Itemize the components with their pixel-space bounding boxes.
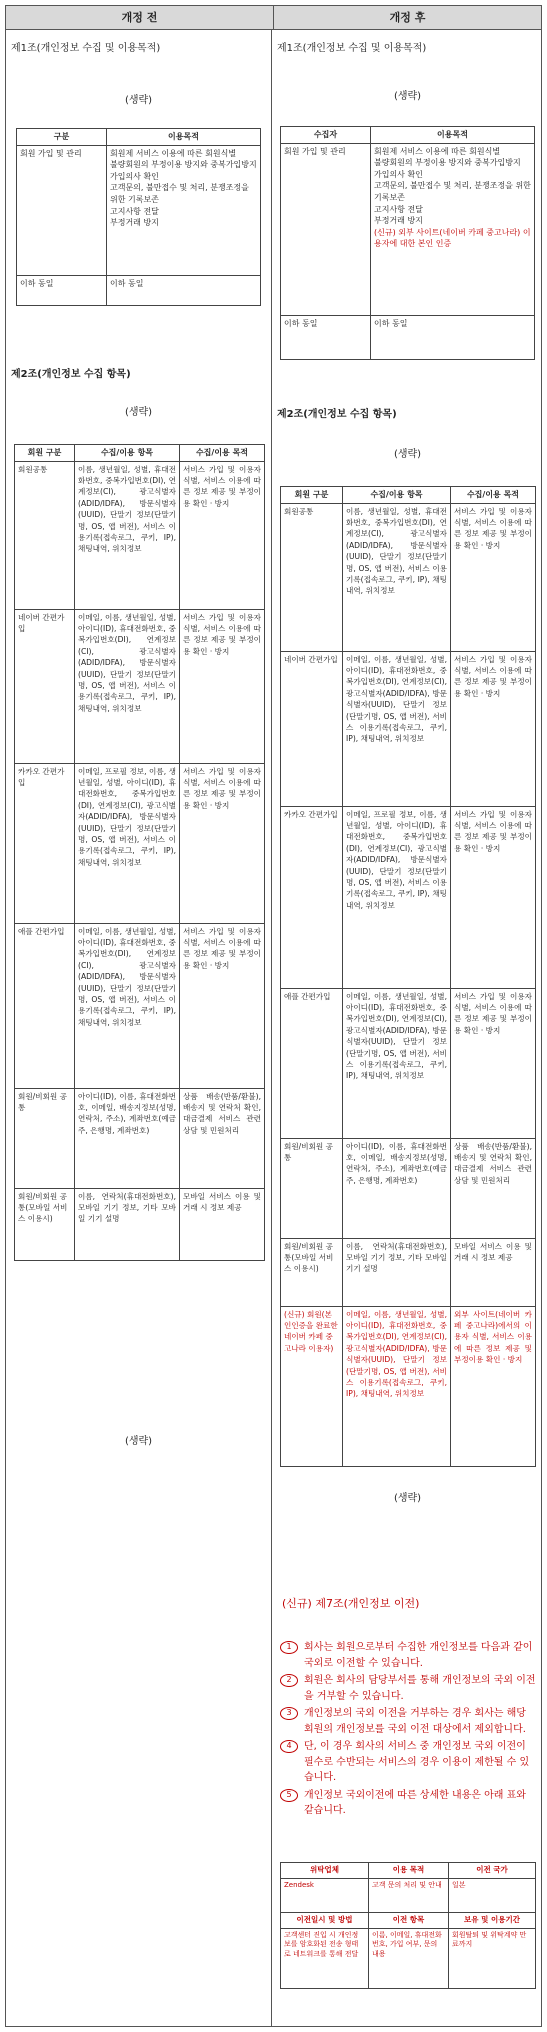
- table-cell: 회원탈퇴 및 위탁계약 만료까지: [449, 1928, 536, 1988]
- table-cell: 카카오 간편가입: [15, 763, 75, 923]
- table-cell: 이메일, 프로필 정보, 이름, 생년월일, 성별, 아이디(ID), 휴대전화번호, 중복가입번호(DI), 연계정보(CI), 광고식별자(ADID/IDFA), 방문식별자(UUID), 단말기 정보(단말기명, OS, 앱 버전), 서비스 이용기록(접속로그, 쿠키, IP), 채팅내역, 위치정보: [75, 763, 180, 923]
- table-row: [17, 275, 261, 305]
- comparison-table: [5, 5, 542, 2027]
- list-item: [280, 1739, 538, 1786]
- table-cell: 아이디(ID), 이름, 휴대전화번호, 이메일, 배송지정보(성명, 연락처, 주소), 계좌번호(예금주, 은행명, 계좌번호): [343, 1138, 451, 1238]
- purpose-line: 불량회원의 부정이용 방지와 중복가입방지: [110, 160, 257, 170]
- list-item-text: 회원은 회사의 담당부서를 통해 개인정보의 국외 이전을 거부할 수 있습니다.: [304, 1675, 536, 1702]
- table-cell: 이름, 생년월일, 성별, 휴대전화번호, 중복가입번호(DI), 연계정보(CI), 광고식별자(ADID/IDFA), 방문식별자(UUID), 단말기 정보(단말기명, OS, 앱 버전), 서비스 이용기록(접속로그, 쿠키, IP), 채팅내역, 위치정보: [75, 461, 180, 609]
- table-cell: 이메일, 이름, 생년월일, 성별, 아이디(ID), 휴대전화번호, 중복가입번호(DI), 연계정보(CI), 광고식별자(ADID/IDFA), 방문식별자(UUID), 단말기 정보(단말기명, OS, 앱 버전), 서비스 이용기록(접속로그, 쿠키, IP), 채팅내역, 위치정보: [343, 988, 451, 1138]
- table-cell: 고객센터 진입 시 개인정보를 암호화된 전송 형태로 네트워크를 통해 전달: [281, 1928, 369, 1988]
- table-header-cell: 보유 및 이용기간: [449, 1912, 536, 1928]
- table-cell: 서비스 가입 및 이용자 식별, 서비스 이용에 따른 정보 제공 및 부정이용 확인 · 방지: [451, 988, 536, 1138]
- table-cell: 서비스 가입 및 이용자 식별, 서비스 이용에 따른 정보 제공 및 부정이용 확인 · 방지: [451, 503, 536, 651]
- purpose-line: 가입의사 확인: [374, 169, 423, 179]
- table-cell: 이메일, 이름, 생년월일, 성별, 아이디(ID), 휴대전화번호, 중복가입번호(DI), 연계정보(CI), 광고식별자(ADID/IDFA), 방문식별자(UUID), 단말기 정보(단말기명, OS, 앱 버전), 서비스 이용기록(접속로그, 쿠키, IP), 채팅내역, 위치정보: [75, 609, 180, 763]
- table-header-row: [281, 487, 536, 504]
- table-cell: 네이버 간편가입: [15, 609, 75, 763]
- table-header-cell: 이전 국가: [449, 1863, 536, 1879]
- table-cell: 모바일 서비스 이용 및 거래 시 정보 제공: [180, 1188, 265, 1260]
- table-header-cell: 수집/이용 항목: [343, 487, 451, 504]
- table-row: [15, 1088, 265, 1188]
- right-purpose-table: [280, 126, 535, 360]
- list-item-text: 단, 이 경우 회사의 서비스 중 개인정보 국외 이전이 필수로 수반되는 서비스의 경우 이용이 제한될 수 있습니다.: [304, 1741, 530, 1783]
- table-row: [281, 503, 536, 651]
- table-header-cell: 수집/이용 목적: [180, 445, 265, 462]
- purpose-line: 고객문의, 불만접수 및 처리, 분쟁조정을 위한 기록보존: [110, 183, 249, 204]
- header-after: 개정 후: [389, 10, 426, 24]
- article7-list: [280, 1640, 538, 1821]
- table-header-cell: 구분: [17, 129, 107, 146]
- table-cell: 이름, 연락처(휴대전화번호), 모바일 기기 정보, 기타 모바일 기기 설명: [75, 1188, 180, 1260]
- right-omitted-1: (생략): [393, 91, 422, 102]
- purpose-line: 회원제 서비스 이용에 따른 회원식별: [374, 146, 501, 156]
- table-header-row: [15, 445, 265, 462]
- right-omitted-3: (생략): [393, 1493, 422, 1504]
- purpose-line: 부정거래 방지: [110, 218, 159, 228]
- table-cell: 상품 배송(반품/환불), 배송지 및 연락처 확인, 대금결제 서비스 관련 상담 및 민원처리: [451, 1138, 536, 1238]
- table-row: [15, 1188, 265, 1260]
- table-header-cell: 회원 구분: [15, 445, 75, 462]
- list-item-text: 개인정보 국외이전에 따른 상세한 내용은 아래 표와 같습니다.: [304, 1789, 526, 1816]
- table-header-cell: 이용목적: [371, 127, 535, 144]
- table-cell: 네이버 간편가입: [281, 651, 343, 806]
- table-row: [281, 806, 536, 988]
- table-header-cell: 위탁업체: [281, 1863, 369, 1879]
- table-cell: 이하 동일: [17, 275, 107, 305]
- list-item: [280, 1788, 538, 1819]
- circled-number: 3: [280, 1707, 298, 1720]
- table-header-cell: 수집/이용 항목: [75, 445, 180, 462]
- table-cell: 이하 동일: [107, 275, 261, 305]
- right-omitted-2: (생략): [393, 449, 422, 460]
- purpose-line: 부정거래 방지: [374, 216, 423, 226]
- right-article1-title: 제1조(개인정보 수집 및 이용목적): [277, 43, 427, 54]
- table-cell: 이름, 연락처(휴대전화번호), 모바일 기기 정보, 기타 모바일 기기 설명: [343, 1238, 451, 1306]
- table-cell: 회원/비회원 공통: [281, 1138, 343, 1238]
- table-cell: 이름, 이메일, 휴대전화번호, 가입 여부, 문의 내용: [369, 1928, 449, 1988]
- new-purpose-line: (신규) 외부 사이트(네이버 카페 중고나라) 이용자에 대한 본인 인증: [374, 227, 531, 249]
- table-cell: Zendesk: [281, 1878, 369, 1912]
- table-cell: 애플 간편가입: [15, 923, 75, 1088]
- table-row: [281, 988, 536, 1138]
- table-header-cell: 이전 항목: [369, 1912, 449, 1928]
- circled-number: 2: [280, 1674, 298, 1687]
- left-article2-title: 제2조(개인정보 수집 항목): [11, 369, 131, 380]
- list-item: [280, 1706, 538, 1737]
- table-cell: [107, 145, 261, 275]
- table-cell: 외부 사이트(네이버 카페 중고나라)에서의 이용자 식별, 서비스 이용에 따른 정보 제공 및 부정이용 확인 · 방지: [451, 1306, 536, 1466]
- table-cell: 상품 배송(반품/환불), 배송지 및 연락처 확인, 대금결제 서비스 관련 상담 및 민원처리: [180, 1088, 265, 1188]
- left-omitted-1: (생략): [124, 95, 153, 106]
- left-omitted-3: (생략): [124, 1436, 153, 1447]
- transfer-table: [280, 1862, 536, 1989]
- comparison-header: [6, 6, 541, 30]
- table-cell: 회원/비회원 공통(모바일 서비스 이용시): [281, 1238, 343, 1306]
- table-cell: 이하 동일: [371, 315, 535, 359]
- list-item-text: 개인정보의 국외 이전을 거부하는 경우 회사는 해당 회원의 개인정보를 국외 이전 대상에서 제외합니다.: [304, 1708, 526, 1735]
- table-cell: 카카오 간편가입: [281, 806, 343, 988]
- purpose-line: 가입의사 확인: [110, 171, 159, 181]
- table-cell: 이메일, 이름, 생년월일, 성별, 아이디(ID), 휴대전화번호, 중복가입번호(DI), 연계정보(CI), 광고식별자(ADID/IDFA), 방문식별자(UUID), 단말기 정보(단말기명, OS, 앱 버전), 서비스 이용기록(접속로그, 쿠키, IP), 채팅내역, 위치정보: [343, 651, 451, 806]
- purpose-line: 불량회원의 부정이용 방지와 중복가입방지: [374, 158, 521, 168]
- right-article2-title: 제2조(개인정보 수집 항목): [277, 409, 397, 420]
- table-cell: 아이디(ID), 이름, 휴대전화번호, 이메일, 배송지정보(성명, 연락처, 주소), 계좌번호(예금주, 은행명, 계좌번호): [75, 1088, 180, 1188]
- table-row: [15, 763, 265, 923]
- right-article7-title: (신규) 제7조(개인정보 이전): [282, 1597, 420, 1610]
- table-cell: 서비스 가입 및 이용자 식별, 서비스 이용에 따른 정보 제공 및 부정이용 확인 · 방지: [451, 806, 536, 988]
- table-cell: 회원 가입 및 관리: [281, 143, 371, 315]
- header-before: 개정 전: [6, 6, 274, 29]
- table-row: [281, 1238, 536, 1306]
- table-row: [15, 923, 265, 1088]
- table-header-cell: 수집자: [281, 127, 371, 144]
- circled-number: 5: [280, 1789, 298, 1802]
- table-header-cell: 회원 구분: [281, 487, 343, 504]
- table-cell: 애플 간편가입: [281, 988, 343, 1138]
- left-article1-title: 제1조(개인정보 수집 및 이용목적): [11, 43, 161, 54]
- table-row: [281, 143, 535, 315]
- column-divider: [271, 30, 272, 2026]
- table-cell: 고객 문의 처리 및 안내: [369, 1878, 449, 1912]
- table-cell: 회원/비회원 공통(모바일 서비스 이용시): [15, 1188, 75, 1260]
- table-header-row: [281, 1912, 536, 1928]
- table-cell: 서비스 가입 및 이용자 식별, 서비스 이용에 따른 정보 제공 및 부정이용 확인 · 방지: [180, 609, 265, 763]
- left-purpose-table: [16, 128, 261, 306]
- table-header-cell: 수집/이용 목적: [451, 487, 536, 504]
- left-omitted-2: (생략): [124, 407, 153, 418]
- table-row: [15, 609, 265, 763]
- table-cell: 일본: [449, 1878, 536, 1912]
- table-cell: 회원공통: [281, 503, 343, 651]
- table-header-cell: 이용목적: [107, 129, 261, 146]
- purpose-line: 고지사항 전달: [110, 206, 159, 216]
- circled-number: 1: [280, 1641, 298, 1654]
- list-item: [280, 1673, 538, 1704]
- table-cell: 서비스 가입 및 이용자 식별, 서비스 이용에 따른 정보 제공 및 부정이용 확인 · 방지: [180, 461, 265, 609]
- purpose-line: 고객문의, 불만접수 및 처리, 분쟁조정을 위한 기록보존: [374, 181, 531, 202]
- circled-number: 4: [280, 1740, 298, 1753]
- table-row: [17, 145, 261, 275]
- table-cell: 회원공통: [15, 461, 75, 609]
- table-cell: 이메일, 이름, 생년월일, 성별, 아이디(ID), 휴대전화번호, 중복가입번호(DI), 연계정보(CI), 광고식별자(ADID/IDFA), 방문식별자(UUID), 단말기 정보(단말기명, OS, 앱 버전), 서비스 이용기록(접속로그, 쿠키, IP), 채팅내역, 위치정보: [343, 1306, 451, 1466]
- table-cell: 서비스 가입 및 이용자 식별, 서비스 이용에 따른 정보 제공 및 부정이용 확인 · 방지: [180, 763, 265, 923]
- table-cell: (신규) 회원(본인인증을 완료한 네이버 카페 중고나라 이용자): [281, 1306, 343, 1466]
- table-row: [281, 1878, 536, 1912]
- table-cell: 이메일, 프로필 정보, 이름, 생년월일, 성별, 아이디(ID), 휴대전화번호, 중복가입번호(DI), 연계정보(CI), 광고식별자(ADID/IDFA), 방문식별자(UUID), 단말기 정보(단말기명, OS, 앱 버전), 서비스 이용기록(접속로그, 쿠키, IP), 채팅내역, 위치정보: [343, 806, 451, 988]
- table-row: [281, 1138, 536, 1238]
- table-header-row: [281, 1863, 536, 1879]
- table-cell: 서비스 가입 및 이용자 식별, 서비스 이용에 따른 정보 제공 및 부정이용 확인 · 방지: [451, 651, 536, 806]
- purpose-line: 고지사항 전달: [374, 204, 423, 214]
- table-header-row: [17, 129, 261, 146]
- purpose-line: 회원제 서비스 이용에 따른 회원식별: [110, 148, 237, 158]
- left-collection-table: [14, 444, 265, 1261]
- table-cell: 이하 동일: [281, 315, 371, 359]
- table-cell: 이름, 생년월일, 성별, 휴대전화번호, 중복가입번호(DI), 연계정보(CI), 광고식별자(ADID/IDFA), 방문식별자(UUID), 단말기 정보(단말기명, OS, 앱 버전), 서비스 이용기록(접속로그, 쿠키, IP), 채팅내역, 위치정보: [343, 503, 451, 651]
- table-row: [281, 315, 535, 359]
- table-cell: [371, 143, 535, 315]
- table-row: [281, 651, 536, 806]
- table-cell: 이메일, 이름, 생년월일, 성별, 아이디(ID), 휴대전화번호, 중복가입번호(DI), 연계정보(CI), 광고식별자(ADID/IDFA), 방문식별자(UUID), 단말기 정보(단말기명, OS, 앱 버전), 서비스 이용기록(접속로그, 쿠키, IP), 채팅내역, 위치정보: [75, 923, 180, 1088]
- table-cell: 회원/비회원 공통: [15, 1088, 75, 1188]
- list-item: [280, 1640, 538, 1671]
- table-cell: 회원 가입 및 관리: [17, 145, 107, 275]
- table-row: [15, 461, 265, 609]
- table-cell: 서비스 가입 및 이용자 식별, 서비스 이용에 따른 정보 제공 및 부정이용 확인 · 방지: [180, 923, 265, 1088]
- right-collection-table: [280, 486, 536, 1467]
- table-header-row: [281, 127, 535, 144]
- table-row: [281, 1928, 536, 1988]
- table-cell: 모바일 서비스 이용 및 거래 시 정보 제공: [451, 1238, 536, 1306]
- table-row-new: [281, 1306, 536, 1466]
- table-header-cell: 이전일시 및 방법: [281, 1912, 369, 1928]
- list-item-text: 회사는 회원으로부터 수집한 개인정보를 다음과 같이 국외로 이전할 수 있습니다.: [304, 1642, 533, 1669]
- table-header-cell: 이용 목적: [369, 1863, 449, 1879]
